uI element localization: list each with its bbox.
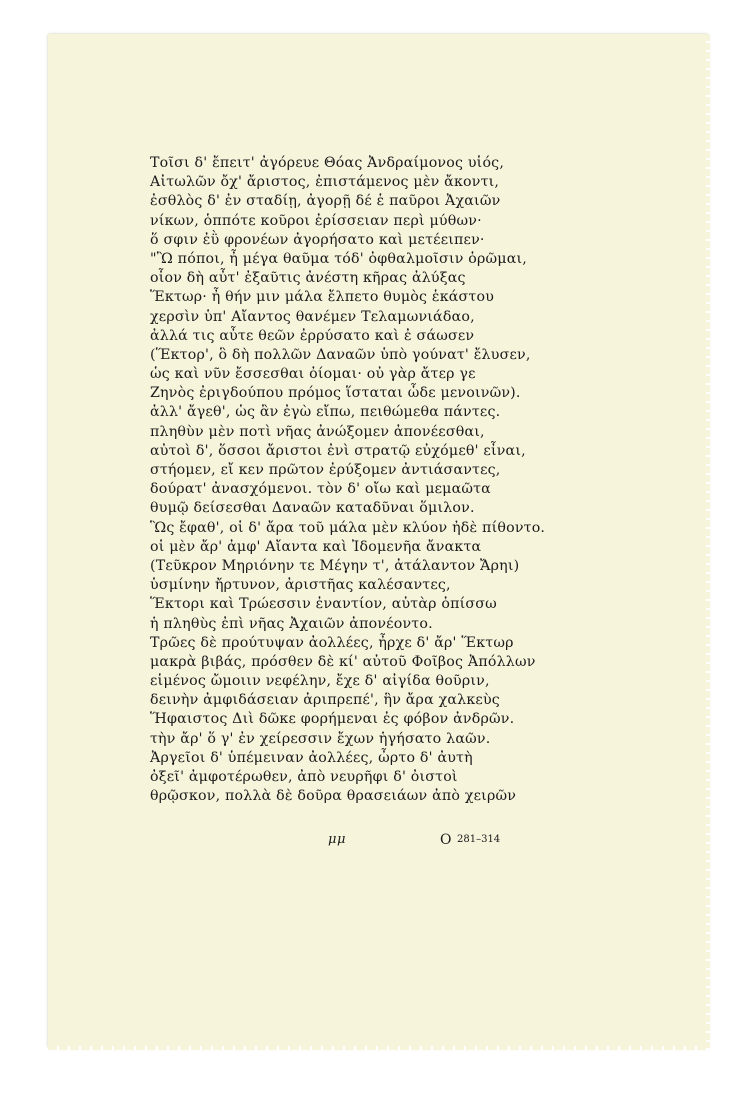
- poem-line: Ἕκτωρ· ἦ θήν μιν μάλα ἔλπετο θυμὸς ἑκάστου: [150, 289, 495, 306]
- poem-line: οἱ μὲν ἄρ' ἀμφ' Αἴαντα καὶ Ἰδομενῆα ἄνακτα: [150, 538, 482, 555]
- line-range: 281–314: [457, 834, 501, 845]
- scribe-signature: μμ: [328, 832, 346, 847]
- poem-line: (Ἕκτορ', ὃ δὴ πολλῶν Δαναῶν ὑπὸ γούνατ' ἔλυσεν,: [150, 346, 531, 363]
- poem-line: θρῷσκον, πολλὰ δὲ δοῦρα θρασειάων ἀπὸ χειρῶν: [150, 788, 517, 805]
- poem-text: [150, 154, 620, 806]
- poem-line: πληθὺν μὲν ποτὶ νῆας ἀνώξομεν ἀπονέεσθαι,: [150, 423, 485, 440]
- poem-line: ὡς καὶ νῦν ἔσσεσθαι ὀίομαι· οὐ γὰρ ἄτερ γε: [150, 366, 476, 383]
- poem-line: ὑσμίνην ἤρτυνον, ἀριστῆας καλέσαντες,: [150, 577, 451, 594]
- poem-line: Αἰτωλῶν ὄχ' ἄριστος, ἐπιστάμενος μὲν ἄκοντι,: [150, 174, 500, 191]
- poem-line: Τοῖσι δ' ἔπειτ' ἀγόρευε Θόας Ἀνδραίμονος υἱός,: [150, 155, 505, 171]
- poem-line: νίκων, ὁππότε κοῦροι ἐρίσσειαν περὶ μύθων·: [150, 212, 482, 229]
- poem-line: Ζηνὸς ἐριγδούπου πρόμος ἵσταται ὧδε μενοινῶν).: [150, 385, 521, 402]
- poem-line: (Τεῦκρον Μηριόνην τε Μέγην τ', ἀτάλαντον Ἄρηι): [150, 557, 520, 574]
- poem-line: ὀξεῖ' ἀμφοτέρωθεν, ἀπὸ νευρῆφι δ' ὀιστοὶ: [150, 769, 458, 785]
- poem-line: Ὣς ἔφαθ', οἱ δ' ἄρα τοῦ μάλα μὲν κλύον ἠδὲ πίθοντο.: [150, 519, 546, 536]
- poem-line: ἐσθλὸς δ' ἐν σταδίῃ, ἀγορῇ δέ ἑ παῦροι Ἀχαιῶν: [150, 193, 501, 210]
- poem-line: οἷον δὴ αὖτ' ἐξαῦτις ἀνέστη κῆρας ἀλύξας: [150, 270, 466, 287]
- poem-line: μακρὰ βιβάς, πρόσθεν δὲ κί' αὐτοῦ Φοῖβος Ἀπόλλων: [150, 653, 536, 670]
- poem-line: δεινὴν ἀμφιδάσειαν ἀριπρεπέ', ἣν ἄρα χαλκεὺς: [150, 692, 500, 709]
- poem-line: Ἕκτορι καὶ Τρώεσσιν ἐναντίον, αὐτὰρ ὀπίσσω: [150, 596, 497, 613]
- poem-line: θυμῷ δείσεσθαι Δαναῶν καταδῦναι ὅμιλον.: [150, 500, 475, 517]
- poem-line: αὐτοὶ δ', ὅσσοι ἄριστοι ἐνὶ στρατῷ εὐχόμεθ' εἶναι,: [150, 442, 526, 459]
- poem-line: ἀλλά τις αὖτε θεῶν ἐρρύσατο καὶ ἐ σάωσεν: [150, 327, 475, 344]
- poem-line: τὴν ἄρ' ὅ γ' ἐν χείρεσσιν ἔχων ἡγήσατο λαῶν.: [150, 730, 491, 747]
- poem-line: "Ὢ πόποι, ἦ μέγα θαῦμα τόδ' ὀφθαλμοῖσιν ὁρῶμαι,: [150, 250, 527, 267]
- paper-sheet: [48, 34, 708, 1048]
- poem-line: δούρατ' ἀνασχόμενοι. τὸν δ' οἴω καὶ μεμαῶτα: [150, 481, 491, 498]
- poem-line: εἱμένος ὤμοιιν νεφέλην, ἔχε δ' αἰγίδα θοῦριν,: [150, 673, 490, 690]
- book-reference: Ο: [440, 832, 452, 848]
- poem-line: Ἀργεῖοι δ' ὑπέμειναν ἀολλέες, ὦρτο δ' ἀυτὴ: [150, 749, 473, 766]
- poem-line: ὅ σφιν ἐῢ φρονέων ἀγορήσατο καὶ μετέειπεν·: [150, 231, 485, 248]
- poem-line: Τρῶες δὲ προύτυψαν ἀολλέες, ἦρχε δ' ἄρ' Ἕκτωρ: [150, 634, 514, 651]
- poem-line: στήομεν, εἴ κεν πρῶτον ἐρύξομεν ἀντιάσαντες,: [150, 462, 501, 478]
- poem-line: ἡ πληθὺς ἐπὶ νῆας Ἀχαιῶν ἀπονέοντο.: [150, 615, 433, 632]
- page-footer: [48, 832, 708, 852]
- poem-line: Ἥφαιστος Διὶ δῶκε φορήμεναι ἐς φόβον ἀνδρῶν.: [150, 711, 515, 728]
- poem-line: χερσὶν ὑπ' Αἴαντος θανέμεν Τελαμωνιάδαο,: [150, 308, 475, 325]
- poem-line: ἀλλ' ἄγεθ', ὡς ἂν ἐγὼ εἴπω, πειθώμεθα πάντες.: [150, 404, 501, 421]
